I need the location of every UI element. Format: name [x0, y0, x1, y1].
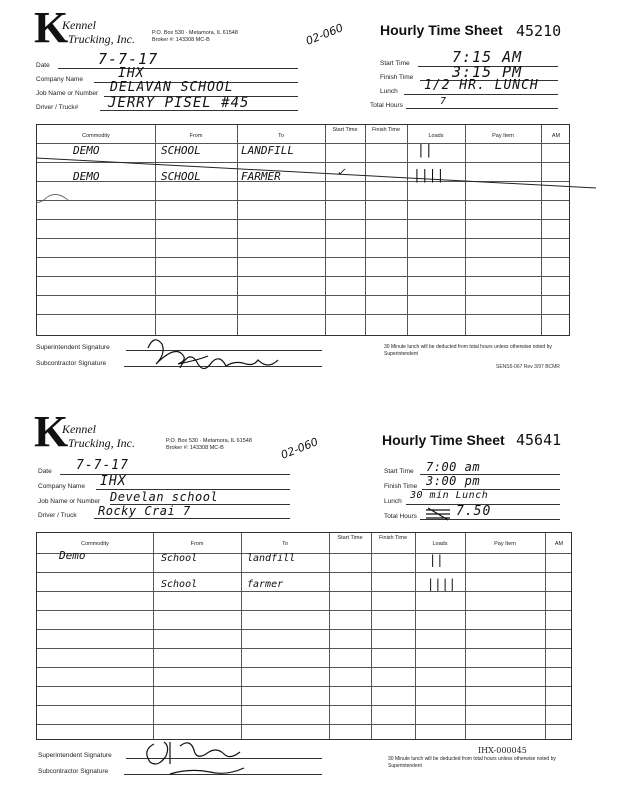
date-value: 7-7-17 — [98, 50, 159, 68]
row2-commodity: DEMO — [73, 170, 100, 183]
company-name-value: IHX — [118, 66, 145, 81]
sheet-title: Hourly Time Sheet — [382, 432, 505, 448]
row1-from: School — [161, 553, 198, 564]
sheet-number: 45210 — [516, 22, 562, 40]
row2-loads: |||| — [427, 577, 456, 591]
total-hours-label: Total Hours — [384, 513, 417, 520]
col-am: AM — [551, 133, 561, 139]
logo-name-line2: Trucking, Inc. — [68, 436, 135, 450]
subcontractor-sig-label: Subcontractor Signature — [38, 768, 109, 775]
date-label: Date — [38, 468, 52, 475]
col-commodity: Commodity — [82, 133, 110, 139]
subcontractor-sig-label: Subcontractor Signature — [36, 360, 107, 367]
superintendent-sig-label: Superintendent Signature — [36, 344, 110, 351]
job-name-value: DELAVAN SCHOOL — [110, 80, 234, 95]
kennel-logo-2 — [34, 407, 154, 458]
logo-letter: K — [34, 3, 69, 52]
col-to: To — [282, 541, 288, 547]
company-name-label: Company Name — [36, 76, 83, 83]
start-time-label: Start Time — [380, 60, 410, 67]
finish-time-value: 3:00 pm — [426, 474, 481, 488]
col-loads: Loads — [428, 133, 444, 139]
kennel-logo — [34, 3, 154, 54]
job-name-label: Job Name or Number — [36, 90, 99, 97]
col-am: AM — [554, 541, 564, 547]
col-from: From — [190, 541, 204, 547]
row1-to: LANDFILL — [241, 144, 294, 157]
date-label: Date — [36, 62, 50, 69]
date-value: 7-7-17 — [76, 458, 129, 473]
row1-commodity: Demo — [59, 549, 86, 562]
company-address: P.O. Box 530 · Metamora, IL 61548 Broker #: 143308 MC-B — [152, 30, 238, 43]
driver-label: Driver / Truck — [38, 512, 77, 519]
sheet-title: Hourly Time Sheet — [380, 22, 503, 38]
logo-name-line1: Kennel — [62, 18, 96, 32]
driver-value: Rocky Crai 7 — [98, 504, 191, 518]
total-hours-label: Total Hours — [370, 102, 403, 109]
row1-loads: || — [429, 553, 444, 567]
lunch-value: 30 min Lunch — [410, 490, 489, 501]
row2-to: farmer — [247, 579, 284, 590]
driver-label: Driver / Truck# — [36, 104, 79, 111]
pen-stroke — [36, 150, 606, 210]
col-pay-item: Pay Item — [494, 541, 516, 547]
row1-loads: || — [417, 143, 433, 158]
form-code: SENS5-067 Rev 3/97 BCMR — [496, 364, 560, 370]
start-time-label: Start Time — [384, 468, 414, 475]
job-stamp: 02-060 — [303, 21, 345, 48]
row2-start-check: ✓ — [337, 165, 345, 180]
job-stamp: 02-060 — [278, 435, 320, 462]
row2-from: School — [161, 579, 198, 590]
start-time-value: 7:15 AM — [452, 48, 523, 66]
superintendent-sig-label: Superintendent Signature — [38, 752, 112, 759]
lunch-label: Lunch — [380, 88, 398, 95]
col-start-time: Start Time — [337, 535, 363, 541]
col-loads: Loads — [432, 541, 448, 547]
row1-from: SCHOOL — [161, 144, 201, 157]
col-start-time: Start Time — [332, 127, 358, 133]
superintendent-signature — [140, 330, 300, 380]
time-sheet-bottom — [0, 407, 618, 800]
lunch-label: Lunch — [384, 498, 402, 505]
col-finish-time: Finish Time — [371, 127, 401, 133]
total-hours-value: 7.50 — [456, 504, 492, 519]
job-name-label: Job Name or Number — [38, 498, 101, 505]
crossed-out-hours — [424, 506, 454, 522]
company-name-label: Company Name — [38, 483, 85, 490]
company-name-value: IHX — [100, 474, 127, 489]
total-hours-value: 7 — [440, 96, 447, 107]
logo-name-line2: Trucking, Inc. — [68, 32, 135, 46]
company-address: P.O. Box 530 · Metamora, IL 61548 Broker #: 143308 MC-B — [166, 438, 252, 451]
lunch-deduction-note: 30 Minute lunch will be deducted from total hours unless otherwise noted by Superintendent — [384, 344, 552, 357]
driver-value: JERRY PISEL #45 — [108, 95, 250, 111]
job-name-value: Develan school — [110, 490, 219, 504]
lunch-deduction-note: 30 Minute lunch will be deducted from total hours unless otherwise noted by Superintendent — [388, 756, 556, 769]
col-pay-item: Pay Item — [492, 133, 514, 139]
row1-to: landfill — [247, 553, 296, 564]
lunch-value: 1/2 HR. LUNCH — [424, 78, 539, 93]
col-to: To — [278, 133, 284, 139]
finish-time-label: Finish Time — [380, 74, 414, 81]
logo-letter: K — [34, 407, 69, 456]
superintendent-signature — [140, 732, 290, 782]
col-finish-time: Finish Time — [378, 535, 408, 541]
start-time-value: 7:00 am — [426, 460, 481, 474]
row2-loads: |||| — [413, 168, 445, 183]
finish-time-value: 3:15 PM — [452, 63, 523, 81]
row1-commodity: DEMO — [73, 144, 100, 157]
col-commodity: Commodity — [81, 541, 109, 547]
sheet-number: 45641 — [516, 431, 562, 449]
bates-number: IHX-000045 — [478, 746, 527, 755]
col-from: From — [189, 133, 203, 139]
logo-name-line1: Kennel — [62, 422, 96, 436]
finish-time-label: Finish Time — [384, 483, 418, 490]
row2-from: SCHOOL — [161, 170, 201, 183]
row2-to: FARMER — [241, 170, 281, 183]
job-table — [36, 532, 572, 740]
